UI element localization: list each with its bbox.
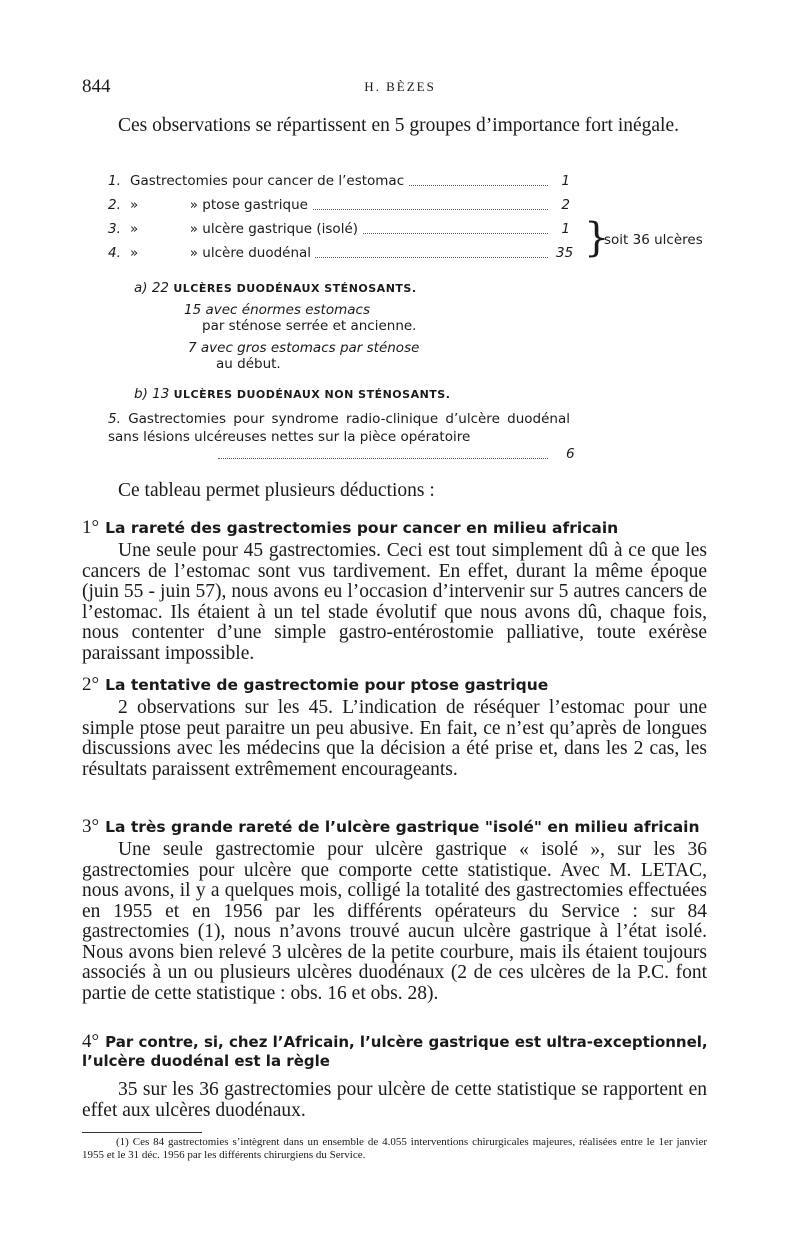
brace-glyph: } [584,215,610,261]
section-heading [82,675,722,695]
group-count: 1 [552,170,570,192]
group-label: Gastrectomies pour cancer de l’estomac [130,170,408,192]
group-row [108,194,570,216]
page-header [82,76,718,100]
section-title: La très grande rareté de l’ulcère gastrique "isolé" en milieu africain [105,818,700,836]
ulcer-total: soit 36 ulcères [604,232,703,248]
section-number: 2° [82,674,100,695]
group-row [108,218,570,240]
tableau-sentence: Ce tableau permet plusieurs déductions : [118,480,435,501]
subgroup-a-line1-text: avec énormes estomacs [205,302,370,318]
group-number: 3. [108,221,121,237]
group-label: » » ptose gastrique [130,194,312,216]
group-number: 2. [108,197,121,213]
section-title: La tentative de gastrectomie pour ptose gastrique [105,676,549,694]
section-body: Une seule gastrectomie pour ulcère gastrique « isolé », sur les 36 gastrectomies pour ulcère que comporte cette statistique. Avec M. LETAC, nous avons, il y a quelques mois, colligé la totalité des gastrectomies effectuées en 1955 et en 1956 par les différents opérateurs du Service : sur 84 gastrectomies (1), nous n’avons trouvé aucun ulcère gastrique à l’état isolé. Nous avons bien relevé 3 ulcères de la petite courbure, mais ils étaient toujours associés à un ou plusieurs ulcères duodénaux (2 de ces ulcères de la P.C. font partie de cette statistique : obs. 16 et obs. 28). [82,839,707,1004]
section-heading [82,817,722,837]
dot-leader [218,458,548,459]
section-body: 2 observations sur les 45. L’indication de réséquer l’estomac pour une simple ptose peut paraitre un peu abusive. En fait, ce n’est qu’après de longues discussions avec les médecins que la décision a été prise et, dans les 2 cas, les résultats paraissent extrêmement encourageants. [82,697,707,780]
section-title: Par contre, si, chez l’Africain, l’ulcère gastrique est ultra-exceptionnel, l’ulcère duodénal est la règle [82,1033,708,1070]
section-number: 3° [82,816,100,837]
group-number: 5. [108,411,121,427]
section-number: 4° [82,1031,100,1052]
footnote: (1) Ces 84 gastrectomies s’intègrent dans un ensemble de 4.055 interventions chirurgicales majeures, réalisées entre le 1er janvier 1955 et le 31 déc. 1956 par les différents chirurgiens du Service. [82,1136,707,1161]
group-count: 1 [552,218,570,240]
subgroup-a-label: a) 22 [134,280,170,296]
subgroup-a-line2-cont: au début. [216,356,281,372]
section-number: 1° [82,517,100,538]
group-5-row [108,410,570,446]
subgroup-b-heading [134,386,450,403]
page-number: 844 [82,76,111,97]
subgroup-a-line2-text: avec gros estomacs par sténose [200,340,420,356]
section-title: La rareté des gastrectomies pour cancer en milieu africain [105,519,619,537]
group-count: 2 [552,194,570,216]
group-label: » » ulcère duodénal [130,242,315,264]
section-heading [82,518,722,538]
subgroup-b-label: b) 13 [134,386,170,402]
group-row [108,242,574,264]
group-label: Gastrectomies pour syndrome radio-clinique d’ulcère duodénal sans lésions ulcéreuses nettes sur la pièce opératoire [108,411,570,445]
group-count: 35 [552,242,570,264]
subgroup-a-heading [134,280,417,297]
intro-paragraph: Ces observations se répartissent en 5 groupes d’importance fort inégale. [118,115,679,136]
subgroup-a-line1-cont: par sténose serrée et ancienne. [202,318,417,334]
group-number: 1. [108,173,121,189]
subgroup-a-line1-number: 15 [184,302,202,318]
subgroup-a-line1 [184,302,370,319]
subgroup-a-line2-number: 7 [188,340,197,356]
group-count: 6 [566,446,575,462]
subgroup-a-line2 [188,340,419,357]
section-body: 35 sur les 36 gastrectomies pour ulcère de cette statistique se rapportent en effet aux ulcères duodénaux. [82,1079,707,1121]
subgroup-a-title: ULCÈRES DUODÉNAUX STÉNOSANTS. [173,282,417,295]
running-head: H. BÈZES [364,79,436,94]
group-row [108,170,570,192]
group-label: » » ulcère gastrique (isolé) [130,218,362,240]
subgroup-b-title: ULCÈRES DUODÉNAUX NON STÉNOSANTS. [173,388,451,401]
section-body: Une seule pour 45 gastrectomies. Ceci est tout simplement dû à ce que les cancers de l’estomac sont vus tardivement. En effet, durant la même époque (juin 55 - juin 57), nous avons eu l’occasion d’intervenir sur 5 autres cancers de l’estomac. Ils étaient à un tel stade évolutif que nous avons dû, chaque fois, nous contenter d’une simple gastro-entérostomie palliative, toute exérèse paraissant impossible. [82,540,707,664]
section-heading [82,1032,722,1071]
group-number: 4. [108,245,121,261]
footnote-divider [82,1132,202,1133]
